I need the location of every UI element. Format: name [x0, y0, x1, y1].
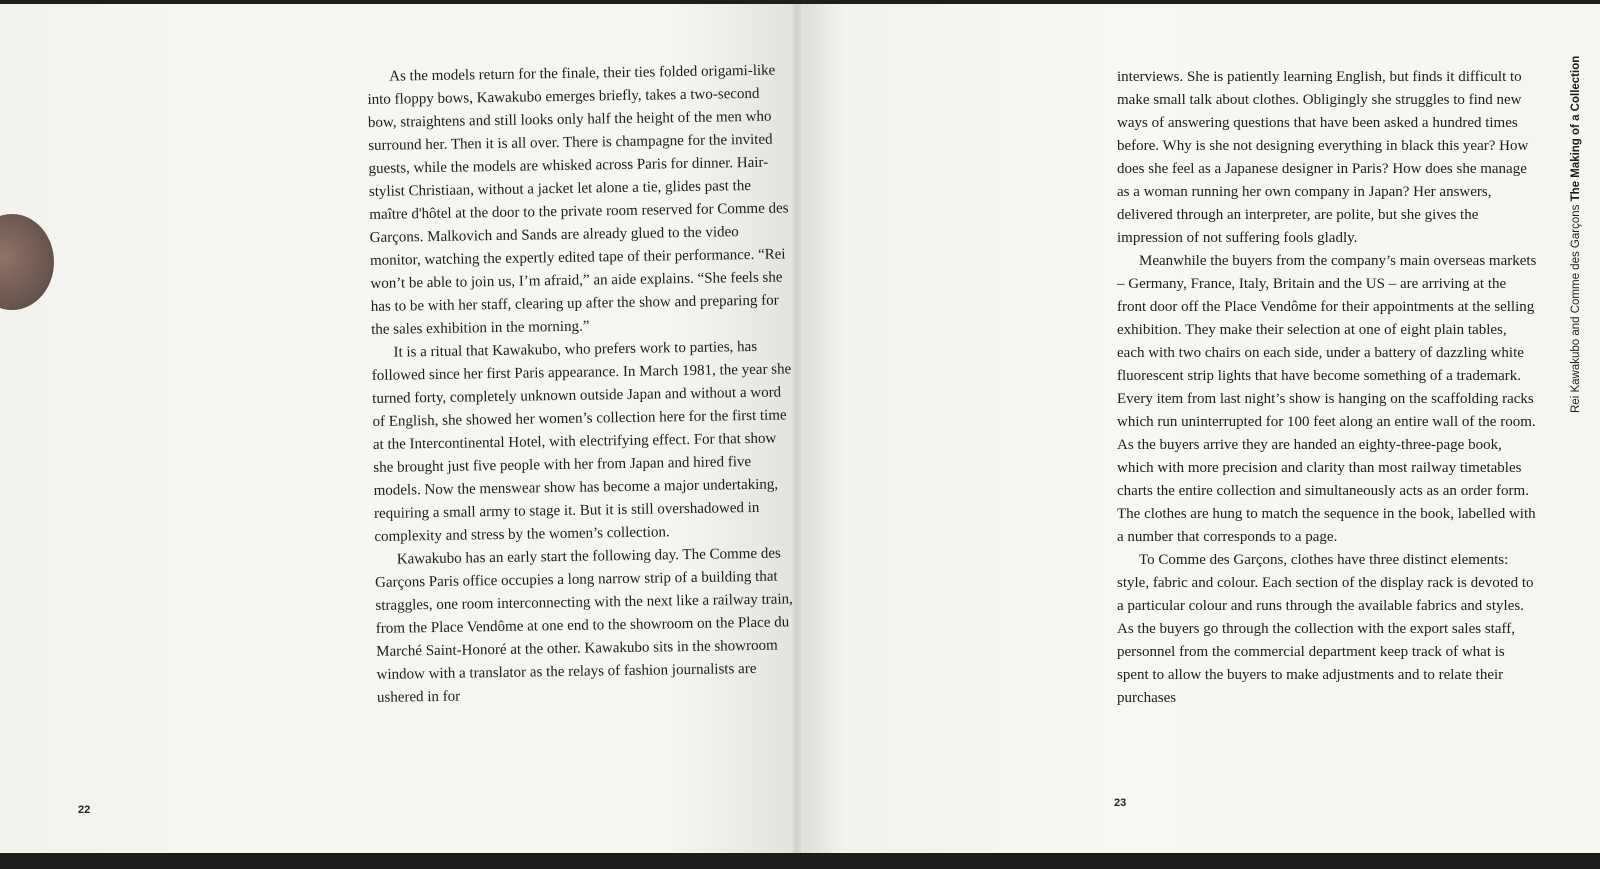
left-page-number: 22	[78, 804, 91, 816]
right-page-number: 23	[1114, 797, 1127, 809]
right-paragraph-2: Meanwhile the buyers from the company’s main overseas markets – Germany, France, Italy, Britain and the US – are arriving at the front door off the Place Vendôme for their appointments at the selling exhibition. They make their selection at one of eight plain tables, each with two chairs on each side, under a battery of dazzling white fluorescent strip lights that have become something of a trademark. Every item from last night’s show is hanging on the scaffolding racks which run uninterrupted for 100 feet along an entire wall of the room. As the buyers arrive they are handed an eighty-three-page book, which with more precision and clarity than most railway timetables charts the entire collection and simultaneously acts as an order form. The clothes are hung to match the sequence in the book, labelled with a number that corresponds to a page.	[1117, 253, 1537, 545]
left-body-text	[367, 59, 797, 710]
running-head	[1570, 55, 1582, 413]
scanner-thumb-shadow	[0, 214, 54, 310]
right-paragraph-1: interviews. She is patiently learning English, but finds it difficult to make small talk about clothes. Obligingly she struggles to find new ways of answering questions that have been asked a hundred times before. Why is she not designing everything in black this year? How does she feel as a Japanese designer in Paris? How does she manage as a woman running her own company in Japan? Her answers, delivered through an interpreter, are polite, but she gives the impression of not suffering fools gladly.	[1117, 69, 1529, 246]
running-head-book-title: Rei Kawakubo and Comme des Garçons	[1570, 201, 1582, 413]
left-paragraph-2: It is a ritual that Kawakubo, who prefers work to parties, has followed since her first Paris appearance. In March 1981, the year she turned forty, completely unknown outside Japan and without a word of English, she showed her women’s collection here for the first time at the Intercontinental Hotel, with electrifying effect. For that show she brought just five people with her from Japan and hired five models. Now the menswear show has become a major undertaking, requiring a small army to stage it. But it is still overshadowed in complexity and stress by the women’s collection.	[371, 338, 792, 545]
left-paragraph-3: Kawakubo has an early start the following day. The Comme des Garçons Paris office occupies a long narrow strip of a building that straggles, one room interconnecting with the next like a railway train, from the Place Vendôme at one end to the showroom on the Place du Marché Saint-Honoré at the other. Kawakubo sits in the showroom window with a translator as the relays of fashion journalists are ushered in for	[374, 545, 793, 706]
running-head-chapter-title: The Making of a Collection	[1570, 55, 1582, 202]
left-paragraph-1: As the models return for the finale, their ties folded origami-like into floppy bows, Kawakubo emerges briefly, takes a two-second bow, straightens and still looks only half the height of the men who surround her. Then it is all over. There is champagne for the invited guests, while the models are whisked across Paris for dinner. Hair-stylist Christiaan, without a jacket let alone a tie, glides past the maître d'hôtel at the door to the private room reserved for Comme des Garçons. Malkovich and Sands are already glued to the video monitor, watching the expertly edited tape of their performance. “Rei won’t be able to join us, I’m afraid,” an aide explains. “She feels she has to be with her staff, clearing up after the show and preparing for the sales exhibition in the morning.”	[367, 62, 789, 338]
right-paragraph-3: To Comme des Garçons, clothes have three distinct elements: style, fabric and colour. Each section of the display rack is devoted to a particular colour and runs through the available fabrics and styles. As the buyers go through the collection with the export sales staff, personnel from the commercial department keep track of what is spent to allow the buyers to make adjustments and to relate their purchases	[1117, 552, 1534, 706]
scan-bottom-edge	[0, 853, 1600, 869]
right-body-text	[1117, 66, 1537, 710]
